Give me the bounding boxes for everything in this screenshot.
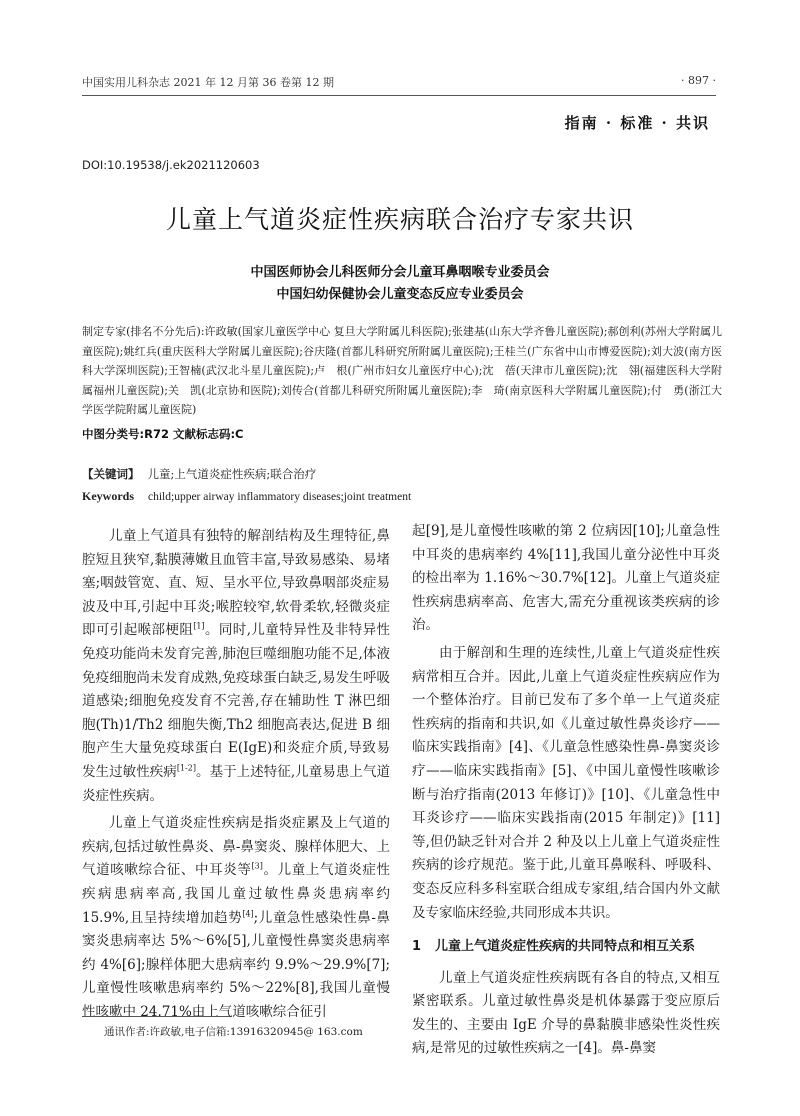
expert-list: 制定专家(排名不分先后):许政敏(国家儿童医学中心 复旦大学附属儿科医院);张建基(山东大学齐鲁儿童医院);郝创利(苏州大学附属儿童医院);姚红兵(重庆医科大学附属儿童医院);谷庆隆(首都儿科研究所附属儿童医院);王桂兰(广东省中山市博爱医院);刘大波(南方医科大学深圳医院);王智楠(武汉北斗星儿童医院);卢 根(广州市妇女儿童医疗中心);沈 蓓(天津市儿童医院);沈 翎(福建医科大学附属福州儿童医院);关 凯(北京协和医院);刘传合(首都儿科研究所附属儿童医院);李 琦(南京医科大学附属儿童医院);付 勇(浙江大学医学院附属儿童医院) [82, 325, 722, 416]
keywords-cn-text: 儿童;上气道炎症性疾病;联合治疗 [147, 467, 317, 481]
organization: 中国医师协会儿科医师分会儿童耳鼻咽喉专业委员会 [250, 265, 550, 280]
classification: 中图分类号:R72 文献标志码:C [82, 427, 244, 441]
page-number: · 897 · [681, 74, 716, 87]
organizations [0, 262, 800, 306]
keywords-en-text: child;upper airway inflammatory diseases;joint treatment [148, 491, 412, 503]
header-rule [82, 95, 716, 96]
journal-info: 中国实用儿科杂志 2021 年 12 月第 36 卷第 12 期 [82, 76, 334, 89]
doi: DOI:10.19538/j.ek2021120603 [82, 158, 260, 172]
paragraph: 起[9],是儿童慢性咳嗽的第 2 位病因[10];儿童急性中耳炎的患病率约 4%[11],我国儿童分泌性中耳炎的检出率为 1.16%～30.7%[12]。儿童上气道炎症性疾病患病率高、危害大,需充分重视该类疾病的诊治。 [412, 523, 720, 634]
section-label: 指南 · 标准 · 共识 [564, 114, 710, 132]
keywords-cn [82, 466, 316, 482]
section-heading: 1 儿童上气道炎症性疾病的共同特点和相互关系 [412, 939, 696, 955]
keywords-en [82, 489, 411, 504]
body-column-left [82, 525, 390, 1028]
body-column-right [412, 520, 720, 1065]
article-title: 儿童上气道炎症性疾病联合治疗专家共识 [165, 205, 634, 234]
footnote: 通讯作者:许政敏,电子信箱:13916320945@ 163.com [104, 1026, 363, 1038]
keywords-en-label: Keywords [82, 489, 134, 503]
paragraph: 儿童上气道具有独特的解剖结构及生理特征,鼻腔短且狭窄,黏膜薄嫩且血管丰富,导致易感染、易堵塞;咽鼓管宽、直、短、呈水平位,导致鼻咽部炎症易波及中耳,引起中耳炎;喉腔较窄,软骨柔软,轻微炎症即可引起喉部梗阻[1]。同时,儿童特异性及非特异性免疫功能尚未发育完善,肺泡巨噬细胞功能不足,体液免疫细胞尚未发育成熟,免疫球蛋白缺乏,易发生呼吸道感染;细胞免疫发育不完善,存在辅助性 T 淋巴细胞(Th)1/Th2 细胞失衡,Th2 细胞高表达,促进 B 细胞产生大量免疫球蛋白 E(IgE)和炎症介质,导致易发生过敏性疾病[1-2]。基于上述特征,儿童易患上气道炎症性疾病。 [82, 528, 391, 804]
keywords-cn-label: 【关键词】 [82, 467, 140, 481]
paragraph: 儿童上气道炎症性疾病既有各自的特点,又相互紧密联系。儿童过敏性鼻炎是机体暴露于变应原后发生的、主要由 IgE 介导的鼻黏膜非感染性炎性疾病,是常见的过敏性疾病之一[4]。鼻-鼻窦 [412, 969, 720, 1057]
paragraph: 儿童上气道炎症性疾病是指炎症累及上气道的疾病,包括过敏性鼻炎、鼻-鼻窦炎、腺样体肥大、上气道咳嗽综合征、中耳炎等[3]。儿童上气道炎症性疾病患病率高,我国儿童过敏性鼻炎患病率约 15.9%,且呈持续增加趋势[4];儿童急性感染性鼻-鼻窦炎患病率达 5%～6%[5],儿童慢性鼻窦炎患病率约 4%[6];腺样体肥大患病率约 9.9%～29.9%[7];儿童慢性咳嗽患病率约 5%～22%[8],我国儿童慢性咳嗽中 24.71%由上气道咳嗽综合征引 [82, 815, 391, 1020]
paragraph: 由于解剖和生理的连续性,儿童上气道炎症性疾病常相互合并。因此,儿童上气道炎症性疾病应作为一个整体治疗。目前已发布了多个单一上气道炎症性疾病的指南和共识,如《儿童过敏性鼻炎诊疗——临床实践指南》[4]、《儿童急性感染性鼻-鼻窦炎诊疗——临床实践指南》[5]、《中国儿童慢性咳嗽诊断与治疗指南(2013 年修订)》[10]、《儿童急性中耳炎诊疗——临床实践指南(2015 年制定)》[11]等,但仍缺乏针对合并 2 种及以上儿童上气道炎症性疾病的诊疗规范。鉴于此,儿童耳鼻喉科、呼吸科、变态反应科多科室联合组成专家组,结合国内外文献及专家临床经验,共同形成本共识。 [412, 644, 720, 921]
organization: 中国妇幼保健协会儿童变态反应专业委员会 [276, 287, 524, 302]
footnote-rule [82, 1016, 230, 1017]
